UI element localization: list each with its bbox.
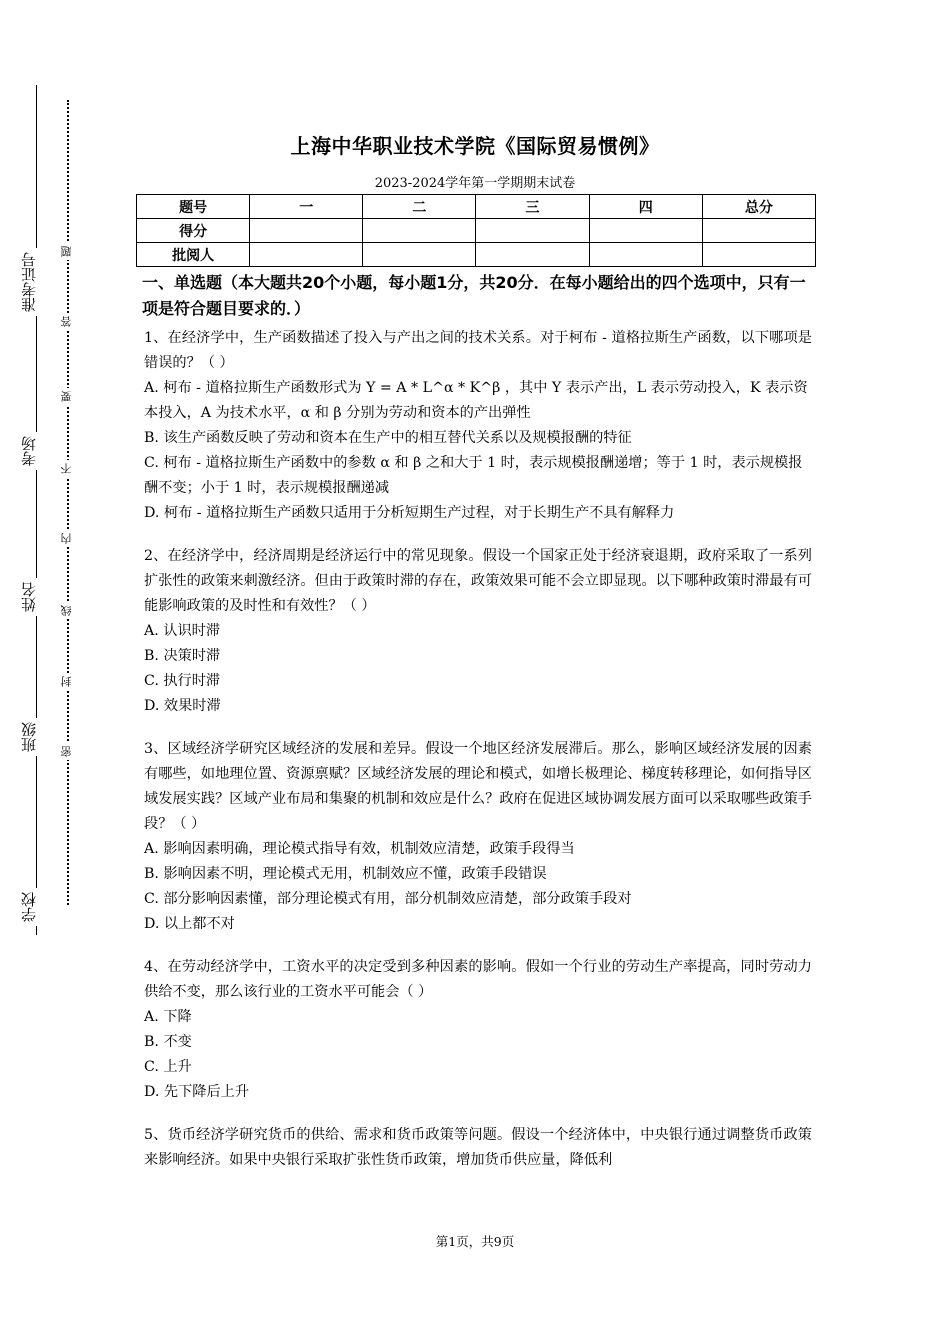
question-2 bbox=[144, 544, 812, 719]
score-cell bbox=[250, 219, 363, 243]
question-4 bbox=[144, 955, 812, 1105]
score-col-header: 一 bbox=[250, 195, 363, 219]
seal-word: 要 bbox=[61, 388, 72, 405]
score-table-header bbox=[137, 195, 816, 219]
question-stem: 3、区域经济学研究区域经济的发展和差异。假设一个地区经济发展滞后。那么，影响区域经济发展的因素有哪些，如地理位置、资源禀赋？区域经济发展的理论和模式，如增长极理论、梯度转移理论，如何指导区域发展实践？区域产业布局和集聚的机制和效应是什么？政府在促进区域协调发展方面可以采取哪些政策手段？（ ） bbox=[144, 741, 812, 832]
score-row-label: 得分 bbox=[137, 219, 250, 243]
reviewer-cell bbox=[250, 243, 363, 267]
score-table bbox=[136, 194, 816, 267]
seal-word: 密 bbox=[61, 743, 72, 760]
binding-dotted-line bbox=[67, 100, 69, 905]
score-col-header: 总分 bbox=[702, 195, 815, 219]
option-b: B. 决策时滞 bbox=[144, 648, 221, 664]
seal-word: 线 bbox=[61, 602, 72, 619]
question-stem: 1、在经济学中，生产函数描述了投入与产出之间的技术关系。对于柯布 - 道格拉斯生产函数，以下哪项是错误的？（ ） bbox=[144, 330, 812, 371]
option-c: C. 执行时滞 bbox=[144, 673, 221, 689]
reviewer-cell bbox=[702, 243, 815, 267]
exam-title: 上海中华职业技术学院《国际贸易惯例》 bbox=[290, 134, 660, 158]
question-3 bbox=[144, 737, 812, 937]
option-c: C. 部分影响因素懂，部分理论模式有用，部分机制效应清楚，部分政策手段对 bbox=[144, 891, 632, 907]
question-stem: 2、在经济学中，经济周期是经济运行中的常见现象。假设一个国家正处于经济衰退期，政府采取了一系列扩张性的政策来刺激经济。但由于政策时滞的存在，政策效果可能不会立即显现。以下哪种政策时滞最有可能影响政策的及时性和有效性？（ ） bbox=[144, 548, 812, 614]
score-col-header: 二 bbox=[363, 195, 476, 219]
option-a: A. 柯布 - 道格拉斯生产函数形式为 Y = A * L^α * K^β ，其中 Y 表示产出，L 表示劳动投入，K 表示资本投入，A 为技术水平，α 和 β 分别为劳动和资本的产出弹性 bbox=[144, 380, 808, 421]
score-col-header: 四 bbox=[589, 195, 702, 219]
score-cell bbox=[702, 219, 815, 243]
exam-id-label: 准考证号 bbox=[22, 248, 37, 316]
score-col-header: 三 bbox=[476, 195, 589, 219]
option-a: A. 影响因素明确，理论模式指导有效，机制效应清楚，政策手段得当 bbox=[144, 841, 575, 857]
binding-solid-line bbox=[36, 85, 37, 935]
option-b: B. 影响因素不明，理论模式无用，机制效应不懂，政策手段错误 bbox=[144, 866, 547, 882]
question-1 bbox=[144, 326, 812, 526]
option-d: D. 先下降后上升 bbox=[144, 1084, 250, 1100]
reviewer-cell bbox=[589, 243, 702, 267]
question-5 bbox=[144, 1123, 812, 1173]
option-b: B. 不变 bbox=[144, 1034, 192, 1050]
option-b: B. 该生产函数反映了劳动和资本在生产中的相互替代关系以及规模报酬的特征 bbox=[144, 430, 632, 446]
exam-content bbox=[144, 270, 812, 1191]
option-d: D. 柯布 - 道格拉斯生产函数只适用于分析短期生产过程，对于长期生产不具有解释力 bbox=[144, 505, 675, 521]
seal-word: 封 bbox=[61, 673, 72, 690]
option-a: A. 下降 bbox=[144, 1009, 192, 1025]
question-stem: 5、货币经济学研究货币的供给、需求和货币政策等问题。假设一个经济体中，中央银行通过调整货币政策来影响经济。如果中央银行采取扩张性货币政策，增加货币供应量，降低利 bbox=[144, 1127, 812, 1168]
score-cell bbox=[589, 219, 702, 243]
exam-subtitle: 2023-2024学年第一学期期末试卷 bbox=[374, 176, 576, 191]
section-title: 一、单选题（本大题共20个小题，每小题1分，共20分．在每小题给出的四个选项中，只有一项是符合题目要求的．） bbox=[142, 273, 806, 318]
reviewer-row bbox=[137, 243, 816, 267]
seal-word: 题 bbox=[61, 243, 72, 260]
seal-word: 答 bbox=[61, 313, 72, 330]
score-col-header: 题号 bbox=[137, 195, 250, 219]
exam-room-label: 考场 bbox=[22, 432, 37, 470]
reviewer-row-label: 批阅人 bbox=[137, 243, 250, 267]
page-number: 第1页，共9页 bbox=[435, 1234, 515, 1249]
option-d: D. 以上都不对 bbox=[144, 916, 235, 932]
school-label: 学校 bbox=[22, 888, 37, 926]
reviewer-cell bbox=[363, 243, 476, 267]
option-a: A. 认识时滞 bbox=[144, 623, 221, 639]
score-row bbox=[137, 219, 816, 243]
question-stem: 4、在劳动经济学中，工资水平的决定受到多种因素的影响。假如一个行业的劳动生产率提高，同时劳动力供给不变，那么该行业的工资水平可能会（ ） bbox=[144, 959, 812, 1000]
class-label: 班级 bbox=[22, 718, 37, 756]
option-d: D. 效果时滞 bbox=[144, 698, 221, 714]
seal-word: 内 bbox=[61, 530, 72, 547]
option-c: C. 柯布 - 道格拉斯生产函数中的参数 α 和 β 之和大于 1 时，表示规模报酬递增；等于 1 时，表示规模报酬不变；小于 1 时，表示规模报酬递减 bbox=[144, 455, 803, 496]
seal-word: 不 bbox=[61, 460, 72, 477]
name-label: 姓名 bbox=[22, 578, 37, 616]
score-cell bbox=[363, 219, 476, 243]
reviewer-cell bbox=[476, 243, 589, 267]
score-cell bbox=[476, 219, 589, 243]
option-c: C. 上升 bbox=[144, 1059, 192, 1075]
